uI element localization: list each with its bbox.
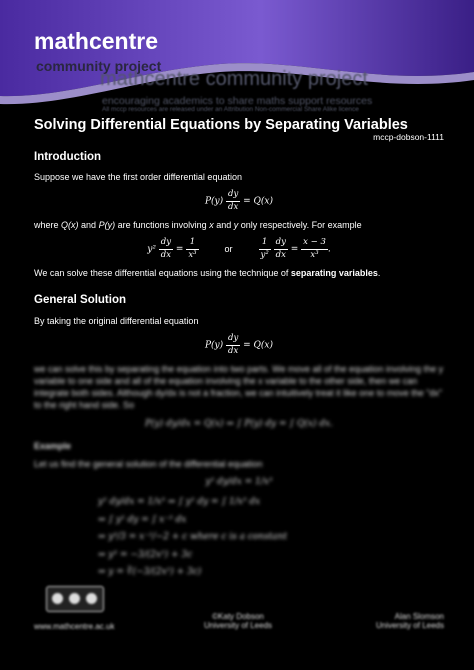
intro-p2-py: P(y) — [98, 220, 116, 231]
footer-author-2-org: University of Leeds — [375, 621, 444, 630]
page-header — [0, 0, 474, 112]
footer-author-1-name: ©Katy Dobson — [212, 612, 264, 621]
document-id: mccp-dobson-1111 — [373, 132, 444, 142]
example-heading: Example — [34, 440, 72, 451]
intro-p2-and2: and — [216, 220, 232, 231]
equation-or: or — [224, 244, 233, 255]
intro-paragraph-3 — [34, 267, 444, 279]
brand-logo — [34, 28, 158, 55]
blurred-content — [34, 363, 444, 582]
solution-step: ⇒ y³ = −3/(2x²) + 3c — [98, 549, 193, 560]
footer-author-1 — [204, 612, 272, 630]
footer-url[interactable]: www.mathcentre.ac.uk — [34, 622, 115, 631]
brand-math: math — [34, 28, 89, 54]
intro-p3-c: . — [377, 268, 381, 279]
solution-step: ⇒ y = ∛(−3/(2x²) + 3c) — [98, 567, 202, 578]
solution-steps — [98, 494, 444, 582]
brand-subtitle: community project — [36, 58, 162, 74]
example-equation: y² dy/dx = 1/x³ — [205, 476, 273, 487]
solution-step: ⇒ y³/3 = x⁻²/−2 + c where c is a constant — [98, 532, 288, 543]
equation-examples — [34, 237, 444, 261]
equation-general: P(y) $\frac{dy}{dx}$ = Q(x) — [204, 189, 274, 212]
intro-p3-b: separating variables — [290, 268, 378, 279]
section-heading-general-solution: General Solution — [34, 294, 127, 307]
equation-general-repeat: P(y) $\frac{dy}{dx}$ = Q(x) — [204, 333, 274, 356]
intro-p2-qx: Q(x) — [61, 220, 79, 231]
intro-paragraph-2 — [34, 219, 444, 231]
example-equation-2: $\frac{1}{\text{y²}}$ $\frac{dy}{dx}$ = $\frac{x - 3}{\text{x³}}$ . — [260, 237, 331, 260]
section-heading-introduction: Introduction — [34, 150, 102, 163]
watermark-licence: All mccp resources are released under an Attribution Non-commercial Share Alike licence — [102, 106, 359, 113]
footer-author-1-org: University of Leeds — [204, 621, 273, 630]
solution-step: y² dy/dx = 1/x³ ⇒ ∫ y² dy = ∫ 1/x³ dx — [98, 497, 261, 508]
solution-step: ⇒ ∫ y² dy = ∫ x⁻³ dx — [98, 514, 187, 525]
intro-p2-y: y — [233, 220, 239, 231]
watermark-title: mathcentre community project — [100, 68, 368, 90]
intro-paragraph-1: Suppose we have the first order differential equation — [34, 172, 242, 183]
watermark-subtitle: encouraging academics to share maths support resources — [102, 95, 373, 107]
intro-p3-a: We can solve these differential equations using the technique of — [34, 268, 289, 279]
document-body — [34, 116, 444, 582]
intro-p2-and: and — [81, 220, 97, 231]
page-footer — [34, 582, 444, 642]
example-paragraph: Let us find the general solution of the differential equation — [34, 458, 263, 469]
intro-p2-a: where — [34, 220, 59, 231]
gs-paragraph-2: we can solve this by separating the equation into two parts. We move all of the equation involving the y variable to one side and all of the equation involving the x variable to the other side, then we can integrate both sides. Although dy/dx is not a fraction, we can intuitively treat it like one to move the "dx" to the right hand side. So — [34, 363, 444, 411]
document-title: Solving Differential Equations by Separating Variables — [34, 117, 408, 133]
footer-author-2-name: Alan Slomson — [394, 612, 444, 621]
brand-centre: centre — [88, 28, 158, 54]
equation-separated: P(y) dy/dx = Q(x) ⇒ ∫ P(y) dy = ∫ Q(x) dx. — [144, 418, 333, 429]
intro-p2-c: only respectively. For example — [240, 220, 362, 231]
intro-p2-x: x — [209, 220, 214, 231]
gs-paragraph-1: By taking the original differential equation — [34, 315, 199, 326]
creative-commons-badge-icon — [46, 586, 104, 612]
intro-p2-b: are functions involving — [117, 220, 207, 231]
footer-author-2 — [376, 612, 444, 630]
example-equation-1: y² $\frac{dy}{dx}$ = $\frac{1}{\text{x³}}$ — [147, 237, 197, 260]
